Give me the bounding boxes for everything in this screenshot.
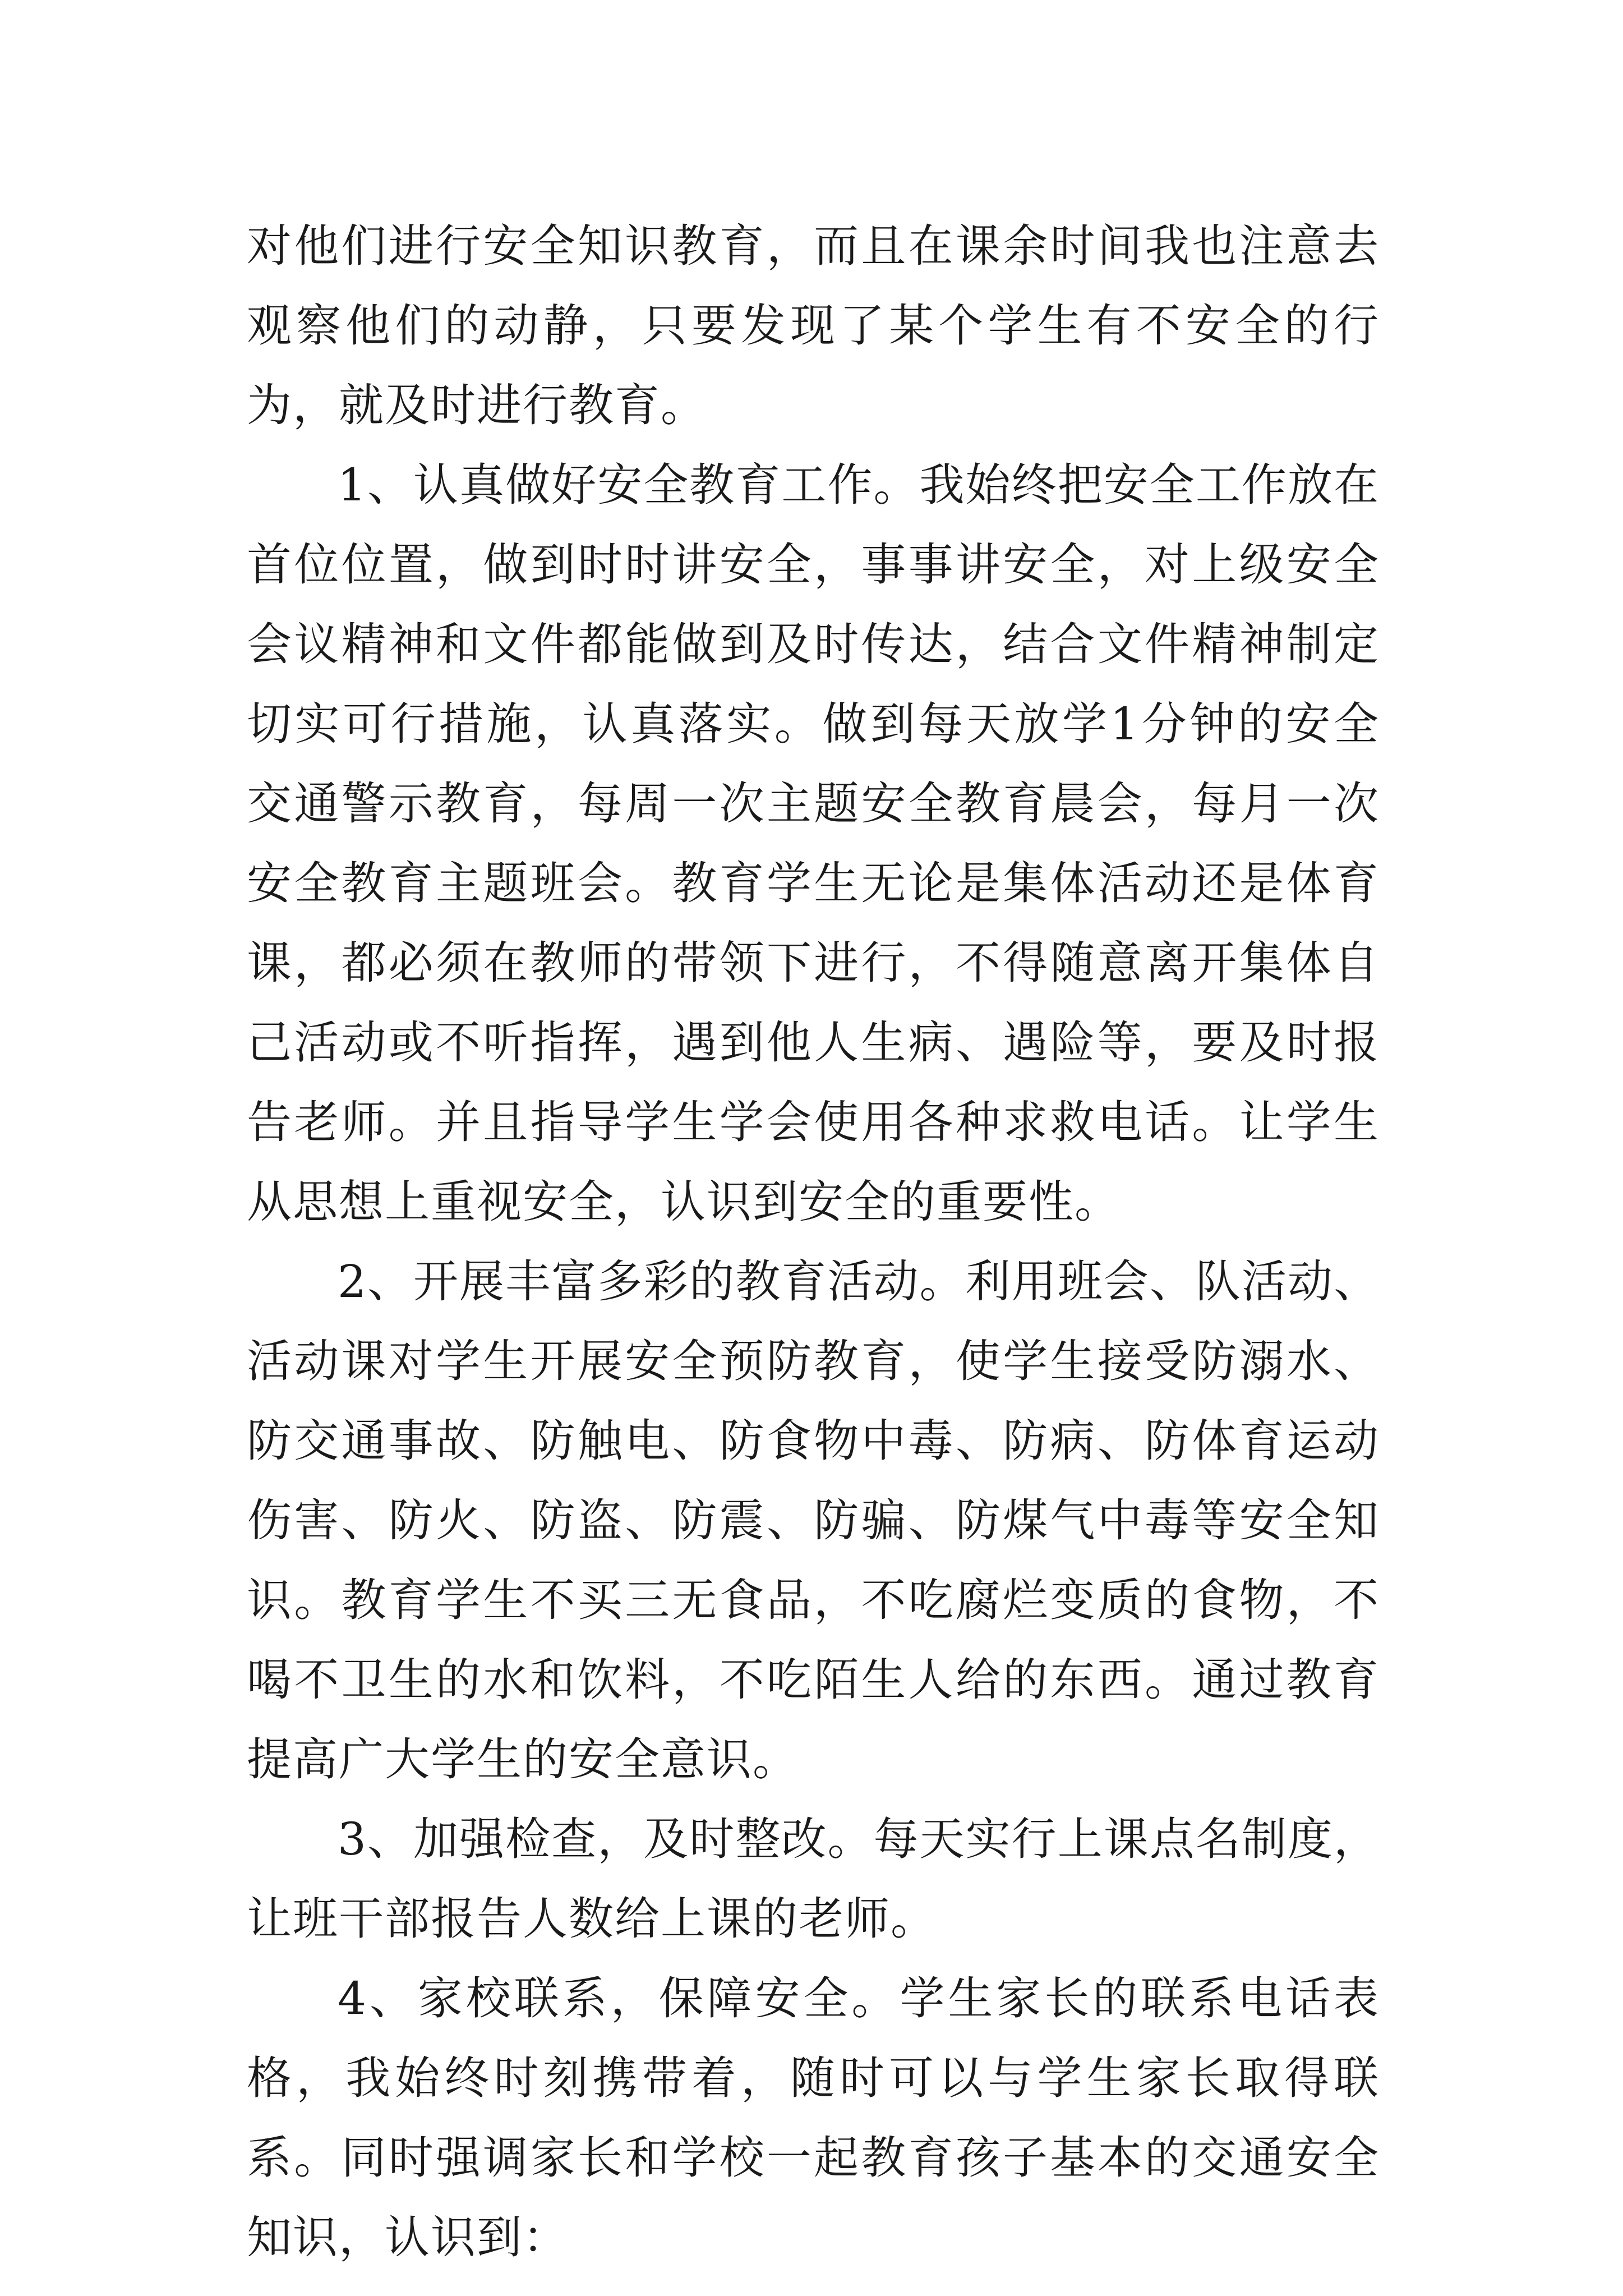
paragraph-continuation: 对他们进行安全知识教育，而且在课余时间我也注意去观察他们的动静，只要发现了某个学生有不安全的行为，就及时进行教育。 bbox=[247, 220, 1380, 431]
paragraph-item-2: 2、开展丰富多彩的教育活动。利用班会、队活动、活动课对学生开展安全预防教育，使学生接受防溺水、防交通事故、防触电、防食物中毒、防病、防体育运动伤害、防火、防盗、防震、防骗、防煤气中毒等安全知识。教育学生不买三无食品，不吃腐烂变质的食物，不喝不卫生的水和饮料，不吃陌生人给的东西。通过教育提高广大学生的安全意识。 bbox=[247, 1255, 1380, 1786]
paragraph-item-4: 4、家校联系，保障安全。学生家长的联系电话表格，我始终时刻携带着，随时可以与学生家长取得联系。同时强调家长和学校一起教育孩子基本的交通安全知识，认识到： bbox=[247, 1972, 1380, 2263]
paragraph-item-1: 1、认真做好安全教育工作。我始终把安全工作放在首位位置，做到时时讲安全，事事讲安全，对上级安全会议精神和文件都能做到及时传达，结合文件精神制定切实可行措施，认真落实。做到每天放学1分钟的安全交通警示教育，每周一次主题安全教育晨会，每月一次安全教育主题班会。教育学生无论是集体活动还是体育课，都必须在教师的带领下进行，不得随意离开集体自己活动或不听指挥，遇到他人生病、遇险等，要及时报告老师。并且指导学生学会使用各种求救电话。让学生从思想上重视安全，认识到安全的重要性。 bbox=[247, 459, 1380, 1228]
paragraph-item-3: 3、加强检查，及时整改。每天实行上课点名制度，让班干部报告人数给上课的老师。 bbox=[247, 1813, 1380, 1945]
document-body bbox=[247, 206, 1380, 2277]
